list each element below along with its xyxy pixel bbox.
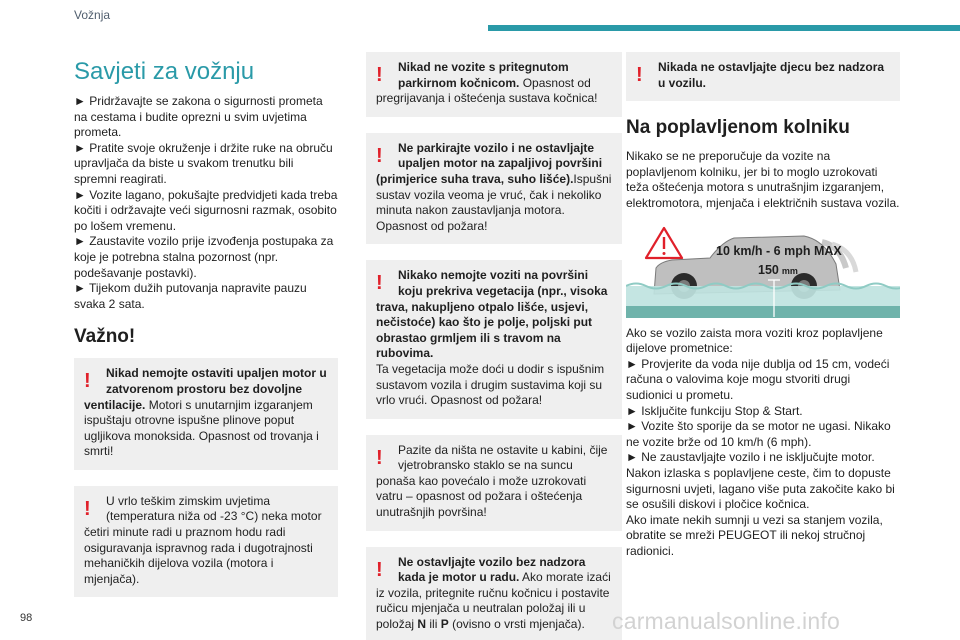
warning-bold: Nikada ne ostavljajte djecu bez nadzora u vozilu. bbox=[658, 60, 885, 90]
warning-box bbox=[366, 133, 622, 245]
column-3 bbox=[626, 52, 900, 559]
max-speed-label: 10 km/h - 6 mph MAX bbox=[716, 243, 842, 258]
list-item: ► Pratite svoje okruženje i držite ruke na obruču upravljača da biste u svakom trenutku bili spremni reagirati. bbox=[74, 140, 333, 186]
list-item: ► Pridržavajte se zakona o sigurnosti prometa na cestama i budite oprezni u svim uvjetima prometa. bbox=[74, 94, 323, 140]
warning-box bbox=[626, 52, 900, 101]
warning-exclamation-icon: ! bbox=[376, 64, 383, 86]
list-item: ► Vozite lagano, pokušajte predvidjeti kada treba kočiti i održavajte veći sigurnosni razmak, osobito po lošem vremenu. bbox=[74, 187, 338, 233]
warning-exclamation-icon: ! bbox=[636, 64, 643, 86]
flood-heading: Na poplavljenom kolniku bbox=[626, 117, 850, 139]
important-heading: Važno! bbox=[74, 326, 136, 348]
water-icon bbox=[626, 283, 900, 318]
list-item: ► Provjerite da voda nije dublja od 15 cm, vodeći računa o valovima koje mogu stvoriti drugi sudionici u prometu. bbox=[626, 356, 890, 402]
list-item: ► Tijekom dužih putovanja napravite pauzu svaka 2 sata. bbox=[74, 281, 307, 311]
warning-exclamation-icon: ! bbox=[376, 272, 383, 295]
flood-instructions bbox=[626, 326, 900, 560]
warning-bold: Nikako nemojte voziti na površini koju prekriva vegetacija (npr., visoka trava, nakupljeno otpalo lišće, usjevi, nečistoće) kao što je polje, poljski put obrastao grmljem ili s travom na rubovima. bbox=[376, 268, 608, 361]
page-title: Savjeti za vožnju bbox=[74, 58, 255, 85]
warning-box bbox=[366, 547, 622, 640]
warning-exclamation-icon: ! bbox=[376, 144, 383, 167]
warning-exclamation-icon: ! bbox=[84, 497, 91, 520]
warning-text: Pazite da ništa ne ostavite u kabini, čije vjetrobransko staklo se na suncu ponaša kao povećalo i može uzrokovati vatru – opasnost od požara i oštećenja unutrašnjih površina! bbox=[376, 442, 608, 520]
header-accent-bar bbox=[488, 25, 960, 31]
warning-bold: Nikad ne vozite s pritegnutom parkirnom kočnicom. bbox=[398, 60, 569, 90]
watermark: carmanualsonline.info bbox=[612, 608, 840, 634]
list-item: ► Zaustavite vozilo prije izvođenja postupaka za koje je potrebna stalna pozornost (npr. podešavanje postavki). bbox=[74, 234, 334, 280]
max-depth-value: 150 bbox=[758, 262, 779, 277]
warning-text: Ta vegetacija može doći u dodir s ispušnim sustavom vozila i drugim sustavima koji su vrlo vrući. Opasnost od požara! bbox=[376, 361, 605, 408]
warning-exclamation-icon: ! bbox=[376, 446, 383, 469]
warning-text: ili bbox=[426, 617, 441, 632]
warning-box bbox=[74, 358, 338, 470]
gear-position-n: N bbox=[417, 617, 427, 632]
warning-text: (ovisno o vrsti mjenjača). bbox=[448, 617, 585, 632]
list-item: ► Isključite funkciju Stop & Start. bbox=[626, 403, 803, 418]
warning-exclamation-icon: ! bbox=[84, 370, 91, 393]
warning-triangle-icon bbox=[646, 228, 682, 258]
flood-intro: Nikako se ne preporučuje da vozite na poplavljenom kolniku, jer bi to moglo uzrokovati teža oštećenja motora s unutrašnjim izgaranjem, elektromotora, mjenjača i električnih sustava vozila. bbox=[626, 149, 900, 210]
warning-text: Motori s unutarnjim izgaranjem ispuštaju otrovne ispušne plinove poput ugljikova monoksida. Opasnost od trovanja i smrti! bbox=[84, 397, 319, 459]
column-1 bbox=[74, 52, 338, 613]
warning-box bbox=[74, 486, 338, 598]
warning-box bbox=[366, 435, 622, 531]
max-depth-label bbox=[758, 263, 798, 277]
warning-exclamation-icon: ! bbox=[376, 558, 383, 581]
flooded-road-svg bbox=[626, 224, 900, 318]
page-number: 98 bbox=[20, 612, 33, 624]
warning-bold: Ne parkirajte vozilo i ne ostavljajte upaljen motor na zapaljivoj površini (primjerice suha trava, suho lišće). bbox=[376, 140, 603, 186]
warning-bold: Nikad nemojte ostaviti upaljen motor u zatvorenom prostoru bez dovoljne ventilacije. bbox=[84, 366, 327, 412]
column-2 bbox=[366, 52, 622, 640]
gear-position-p: P bbox=[440, 617, 449, 632]
warning-bold: Ne ostavljajte vozilo bez nadzora kada je motor u radu. bbox=[398, 554, 586, 585]
list-item: ► Vozite što sporije da se motor ne ugasi. Nikako ne vozite brže od 10 km/h (6 mph). bbox=[626, 419, 891, 449]
warning-text: Ako morate izaći iz vozila, pritegnite ručnu kočnicu i postavite ručicu mjenjača u neutralan položaj ili u položaj bbox=[376, 570, 611, 632]
section-header: Vožnja bbox=[74, 8, 111, 22]
list-item: ► Ne zaustavljajte vozilo i ne isključujte motor. Nakon izlaska s poplavljene ceste, čim to dopuste sigurnosni uvjeti, lagano više puta zakočite kako bi se osušili diskovi i pločice kočnica. bbox=[626, 450, 895, 512]
warning-text: Opasnost od pregrijavanja i oštećenja sustava kočnica! bbox=[376, 75, 598, 106]
warning-text: Ispušni sustav vozila veoma je vruć, čak i nekoliko minuta nakon zaustavljanja motora. Opasnost od požara! bbox=[376, 171, 612, 233]
warning-text: U vrlo teškim zimskim uvjetima (temperatura niža od -23 °C) neka motor četiri minute radi u praznom hodu radi osiguravanja ispravnog rada i dugotrajnosti mehaničkih dijelova vozila (motora i mjenjača). bbox=[84, 493, 322, 586]
driving-tips-list bbox=[74, 94, 338, 312]
list-item: Ako imate nekih sumnji u vezi sa stanjem vozila, obratite se mreži PEUGEOT ili nekoj stručnoj radionici. bbox=[626, 512, 883, 558]
warning-box bbox=[366, 52, 622, 117]
max-depth-unit: mm bbox=[781, 265, 798, 276]
list-item: Ako se vozilo zaista mora voziti kroz poplavljene dijelove prometnice: bbox=[626, 325, 883, 356]
flooded-road-illustration bbox=[626, 224, 900, 318]
warning-box bbox=[366, 260, 622, 418]
